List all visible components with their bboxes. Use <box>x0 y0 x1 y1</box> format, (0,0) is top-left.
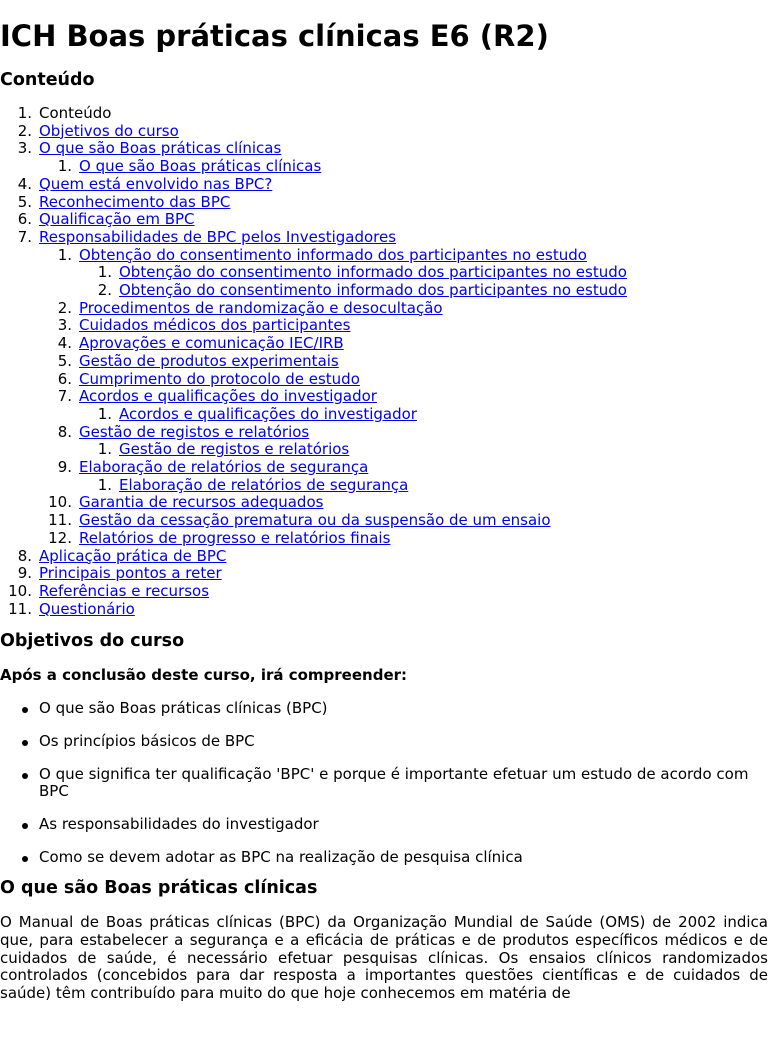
toc-item <box>79 264 768 282</box>
toc-item <box>39 459 768 494</box>
toc-link[interactable]: Reconhecimento das BPC <box>39 192 231 211</box>
toc-item <box>39 317 768 335</box>
toc-item <box>0 565 768 583</box>
toc-sublist <box>79 406 768 424</box>
toc-item-number: 9. <box>17 564 32 583</box>
toc-item <box>0 601 768 619</box>
toc-sublist <box>79 477 768 495</box>
toc-link[interactable]: Qualificação em BPC <box>39 210 195 229</box>
toc-item-number: 7. <box>57 387 72 406</box>
objectives-heading: Objetivos do curso <box>0 631 185 652</box>
toc-link[interactable]: Quem está envolvido nas BPC? <box>39 174 273 193</box>
toc-item-number: 9. <box>57 458 72 477</box>
toc-item <box>39 158 768 176</box>
toc-item-number: 1. <box>17 104 32 122</box>
toc-link[interactable]: Responsabilidades de BPC pelos Investigadores <box>39 227 397 246</box>
toc-item <box>39 512 768 530</box>
document-page <box>0 18 768 1003</box>
toc-item <box>0 140 768 175</box>
toc-item <box>39 300 768 318</box>
toc-item-number: 6. <box>57 369 72 388</box>
toc-item-number: 10. <box>8 581 32 600</box>
toc-link[interactable]: Referências e recursos <box>39 581 210 600</box>
toc-item <box>0 176 768 194</box>
objective-item: Como se devem adotar as BPC na realização de pesquisa clínica <box>0 849 768 867</box>
objective-item: O que significa ter qualificação 'BPC' e porque é importante efetuar um estudo de acordo com BPC <box>0 766 768 801</box>
toc-item-number: 10. <box>48 493 72 512</box>
toc-item <box>79 406 768 424</box>
toc-item-number: 7. <box>17 227 32 246</box>
toc-item-number: 1. <box>97 475 112 494</box>
toc-link[interactable]: Obtenção do consentimento informado dos participantes no estudo <box>119 281 627 300</box>
toc-item <box>79 282 768 300</box>
toc-link[interactable]: Gestão de registos e relatórios <box>119 440 350 459</box>
toc-item-label: Conteúdo <box>39 104 112 122</box>
toc-link[interactable]: Garantia de recursos adequados <box>79 493 324 512</box>
toc-item-number: 1. <box>97 440 112 459</box>
toc-link[interactable]: Elaboração de relatórios de segurança <box>79 458 369 477</box>
what-is-gcp-heading: O que são Boas práticas clínicas <box>0 878 318 899</box>
toc-item-number: 3. <box>57 316 72 335</box>
toc-item-number: 3. <box>17 139 32 158</box>
objective-item: Os princípios básicos de BPC <box>0 733 768 751</box>
objectives-lead: Após a conclusão deste curso, irá compreender: <box>0 666 408 685</box>
toc-item-number: 1. <box>57 157 72 176</box>
toc-item-number: 1. <box>57 245 72 264</box>
toc-link[interactable]: Elaboração de relatórios de segurança <box>119 475 409 494</box>
toc-item-number: 1. <box>97 404 112 423</box>
toc-link[interactable]: Gestão de produtos experimentais <box>79 351 339 370</box>
toc-sublist <box>79 441 768 459</box>
toc-item-number: 11. <box>48 511 72 530</box>
toc-link[interactable]: Procedimentos de randomização e desocultação <box>79 298 443 317</box>
toc-item <box>0 548 768 566</box>
toc-link[interactable]: Obtenção do consentimento informado dos participantes no estudo <box>79 245 587 264</box>
what-is-gcp-paragraph: O Manual de Boas práticas clínicas (BPC) da Organização Mundial de Saúde (OMS) de 2002 indica que, para estabelecer a segurança e a eficácia de práticas e de produtos específicos médicos e de cuidados de saúde, é necessário efetuar pesquisas clínicas. Os ensaios clínicos randomizados controlados (concebidos para dar resposta a importantes questões científicas e de cuidados de saúde) têm contribuído para muito do que hoje conhecemos em matéria de <box>0 913 768 1003</box>
toc-link[interactable]: Cumprimento do protocolo de estudo <box>79 369 360 388</box>
toc-link[interactable]: Aprovações e comunicação IEC/IRB <box>79 334 344 353</box>
toc-item-number: 6. <box>17 210 32 229</box>
toc-item-number: 12. <box>48 528 72 547</box>
toc-item-number: 2. <box>57 298 72 317</box>
toc-link[interactable]: Principais pontos a reter <box>39 564 222 583</box>
toc-item <box>39 353 768 371</box>
toc-item-number: 8. <box>17 546 32 565</box>
toc-link[interactable]: Obtenção do consentimento informado dos participantes no estudo <box>119 263 627 282</box>
toc-item <box>0 583 768 601</box>
toc-item <box>39 530 768 548</box>
toc-link[interactable]: Cuidados médicos dos participantes <box>79 316 351 335</box>
toc-item-number: 1. <box>97 263 112 282</box>
toc-item-number: 4. <box>17 174 32 193</box>
toc-sublist <box>39 158 768 176</box>
toc-item <box>0 194 768 212</box>
toc-item-number: 2. <box>97 281 112 300</box>
toc-item <box>0 123 768 141</box>
toc-item <box>39 371 768 389</box>
toc-link[interactable]: O que são Boas práticas clínicas <box>39 139 282 158</box>
toc-item <box>39 494 768 512</box>
toc-item <box>39 424 768 459</box>
objective-item: As responsabilidades do investigador <box>0 816 768 834</box>
toc-item <box>39 335 768 353</box>
toc-item <box>0 229 768 548</box>
toc-item-number: 5. <box>57 351 72 370</box>
toc-sublist <box>39 247 768 548</box>
objective-item: O que são Boas práticas clínicas (BPC) <box>0 700 768 718</box>
toc-heading: Conteúdo <box>0 70 95 90</box>
toc-item-number: 2. <box>17 121 32 140</box>
toc-item-number: 11. <box>8 599 32 618</box>
objectives-list <box>0 700 768 866</box>
toc-link[interactable]: Acordos e qualificações do investigador <box>119 404 417 423</box>
toc-link[interactable]: Objetivos do curso <box>39 121 179 140</box>
toc-sublist <box>79 264 768 299</box>
toc-link[interactable]: Acordos e qualificações do investigador <box>79 387 377 406</box>
toc-link[interactable]: O que são Boas práticas clínicas <box>79 157 322 176</box>
toc-item-number: 8. <box>57 422 72 441</box>
toc-item <box>0 211 768 229</box>
toc-link[interactable]: Gestão da cessação prematura ou da suspensão de um ensaio <box>79 511 551 530</box>
toc-item-number: 4. <box>57 334 72 353</box>
toc-item <box>0 105 768 123</box>
toc-link[interactable]: Relatórios de progresso e relatórios finais <box>79 528 391 547</box>
toc-item <box>39 247 768 300</box>
toc-link[interactable]: Gestão de registos e relatórios <box>79 422 310 441</box>
toc-item-number: 5. <box>17 192 32 211</box>
toc-item <box>79 477 768 495</box>
toc-item <box>39 388 768 423</box>
toc-link[interactable]: Aplicação prática de BPC <box>39 546 227 565</box>
table-of-contents <box>0 105 768 618</box>
toc-item <box>79 441 768 459</box>
document-title: ICH Boas práticas clínicas E6 (R2) <box>0 19 549 53</box>
toc-link[interactable]: Questionário <box>39 599 135 618</box>
